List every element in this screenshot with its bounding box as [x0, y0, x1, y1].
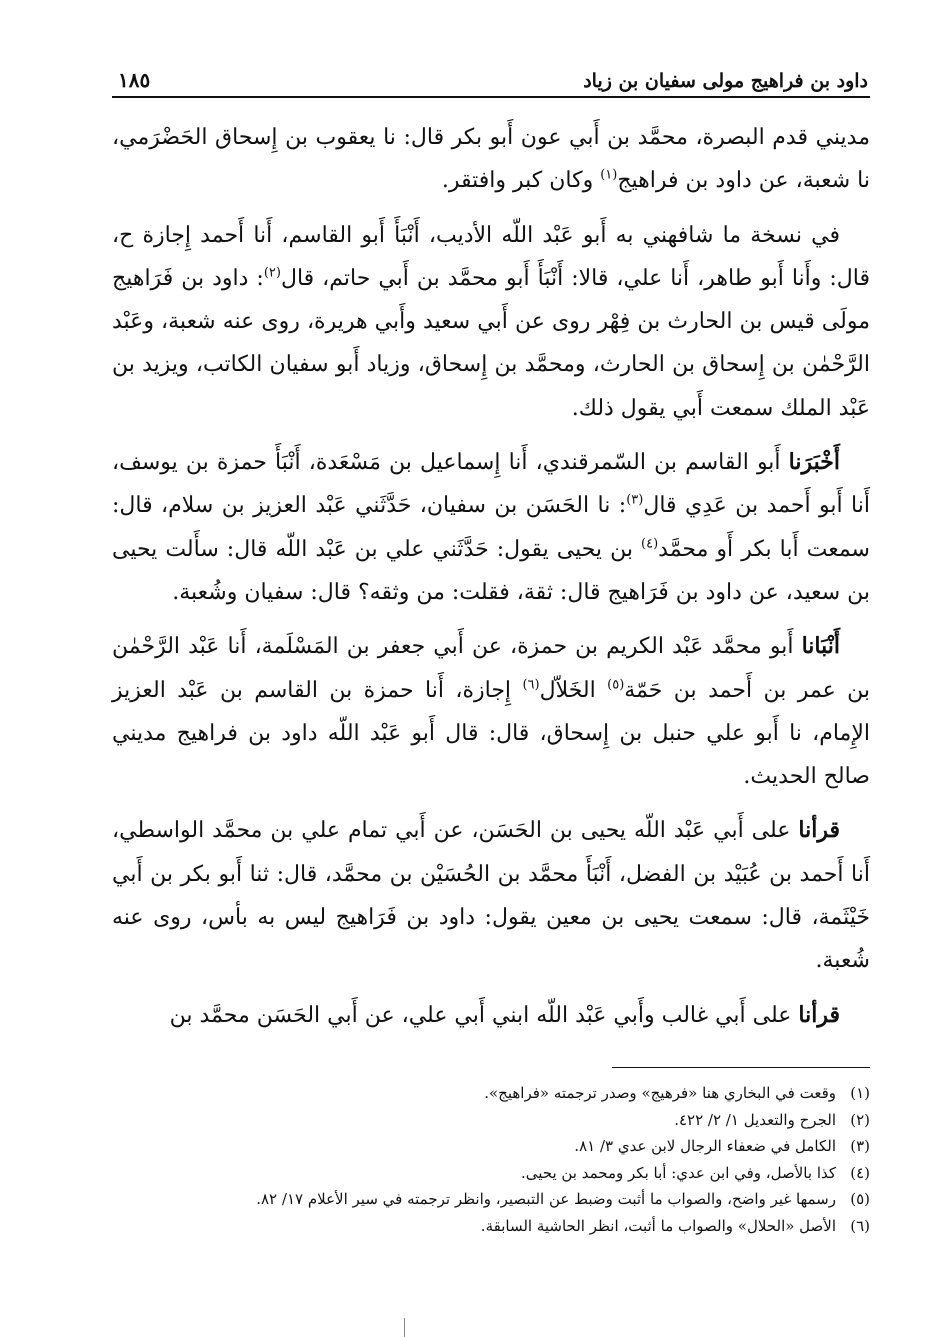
paragraph-text: : نا الحَسَن بن سفيان، حَدَّثَني عَبْد العزيز بن سلام، قال: سمعت أَبا بكر أَو محمَّد: [112, 493, 870, 562]
paragraph-text: إِجازة، أَنا حمزة بن القاسم بن عَبْد العزيز الإِمام، نا أَبو علي حنبل بن إِسحاق، قال: قال أَبو عَبْد اللّه داود بن فراهيج مديني صالح الحديث.: [112, 677, 870, 790]
paragraph-text: على أَبي عَبْد اللّه يحيى بن الحَسَن، عن أَبي تمام علي بن محمَّد الواسطي، أَنا أَحمد بن عُبَيْد بن الفضل، أَنْبَأَ محمَّد بن الحُسَيْن بن محمَّد، قال: ثنا أَبو بكر بن أَبي خَيْثَمة، قال: سمعت يحيى بن معين يقول: داود بن فَرَاهيج ليس به بأس، روى عنه شُعبة.: [112, 818, 870, 974]
footnote-number: (٣): [850, 1137, 870, 1155]
paragraph-text: مديني قدم البصرة، محمَّد بن أَبي عون أَبو بكر قال: نا يعقوب بن إِسحاق الحَضْرَمي، نا شعبة، عن داود بن فراهيج: [112, 125, 870, 194]
binding-gutter-line: [404, 1318, 405, 1337]
footnote-number: (٤): [850, 1163, 870, 1182]
main-text: [112, 116, 870, 1048]
footnote-5: [112, 1186, 870, 1213]
footnote-ref-1[interactable]: (١): [600, 167, 618, 183]
footnote-text: وقعت في البخاري هنا «فرهيج» وصدر ترجمته «فراهيج».: [484, 1084, 836, 1102]
lead-word: أَخْبَرَنا: [788, 449, 840, 476]
lead-word: قرأنا: [798, 817, 840, 844]
footnote-text: الكامل في ضعفاء الرجال لابن عدي ٣/ ٨١.: [574, 1137, 836, 1155]
lead-word: أَنْبَانا: [801, 633, 840, 660]
running-title: داود بن فراهيج مولى سفيان بن زياد: [583, 70, 868, 92]
paragraph-3: [112, 441, 870, 614]
paragraph-text: أَبو القاسم بن السّمرقندي، أَنا إِسماعيل بن مَسْعَدة، أَنْبَأَ حمزة بن يوسف، أَنا أَبو أَحمد بن عَدِي قال: [112, 450, 870, 519]
footnote-number: (٦): [850, 1216, 870, 1235]
footnote-text: الجرح والتعديل ١/ ٢/ ٤٢٢.: [674, 1110, 836, 1129]
footnote-text: رسمها غير واضح، والصواب ما أثبت وضبط عن التبصير، وانظر ترجمته في سير الأعلام ١٧/ ٨٢.: [256, 1190, 836, 1208]
footnote-3: [112, 1133, 870, 1160]
footnote-2: [112, 1107, 870, 1134]
paragraph-text: الخَلاّل: [539, 677, 608, 703]
page-number: ١٨٥: [118, 68, 151, 92]
paragraph-text: : داود بن فَرَاهيج مولَى قيس بن الحارث بن فِهْر روى عن أَبي سعيد وأَبي هريرة، روى عنه شعبة، وعَبْد الرَّحْمٰن بن إِسحاق بن الحارث، ومحمَّد بن إِسحاق، وزياد أَبو سفيان الكاتب، ويزيد بن عَبْد الملك سمعت أَبي يقول ذلك.: [112, 265, 870, 421]
paragraph-text: في نسخة ما شافهني به أَبو عَبْد اللّه الأديب، أَنْبَأَ أَبو القاسم، أَنا أَحمد إِجازة ح، قال: وأَنا أَبو طاهر، أَنا علي، قالا: أَنْبَأَ أَبو محمَّد بن أَبي حاتم، قال: [112, 222, 870, 291]
running-header: [118, 52, 868, 92]
footnotes-list: [112, 1080, 870, 1239]
lead-word: قرأنا: [798, 1001, 840, 1028]
footnote-6: [112, 1213, 870, 1240]
paragraph-text: على أَبي غالب وأَبي عَبْد اللّه ابني أَبي علي، عن أَبي الحَسَن محمَّد بن: [169, 1002, 799, 1028]
paragraph-text: وكان كبر وافتقر.: [441, 168, 601, 194]
footnote-ref-2[interactable]: (٢): [263, 265, 281, 281]
footnote-text: الأصل «الحلال» والصواب ما أثبت، انظر الحاشية السابقة.: [480, 1216, 836, 1235]
paragraph-1: [112, 116, 870, 203]
footnote-ref-5[interactable]: (٥): [607, 677, 625, 693]
header-rule: [112, 96, 870, 98]
footnote-ref-6[interactable]: (٦): [522, 677, 540, 693]
footnote-number: (٥): [850, 1190, 870, 1208]
footnote-ref-3[interactable]: (٣): [626, 493, 644, 509]
paragraph-6: [112, 994, 870, 1037]
footnote-text: كذا بالأصل، وفي ابن عدي: أبا بكر ومحمد بن يحيى.: [520, 1163, 836, 1182]
footnote-number: (٢): [850, 1110, 870, 1129]
footnote-number: (١): [850, 1084, 870, 1102]
footnote-1: [112, 1080, 870, 1107]
paragraph-text: بن يحيى يقول: حَدَّثَني علي بن عَبْد اللّه قال: سأَلت يحيى بن سعيد، عن داود بن فَرَاهيج قال: ثقة، فقلت: من وثقه؟ قال: سفيان وشُعبة.: [112, 536, 870, 605]
footnote-ref-4[interactable]: (٤): [641, 536, 659, 552]
footnote-4: [112, 1160, 870, 1187]
paragraph-5: [112, 809, 870, 982]
paragraph-text: أَبو محمَّد عَبْد الكريم بن حمزة، عن أَبي جعفر بن المَسْلَمة، أَنا عَبْد الرَّحْمٰن بن عمر بن أَحمد بن حَمّة: [112, 634, 871, 703]
footnote-rule: [612, 1067, 870, 1068]
paragraph-4: [112, 625, 870, 798]
paragraph-2: [112, 214, 870, 430]
